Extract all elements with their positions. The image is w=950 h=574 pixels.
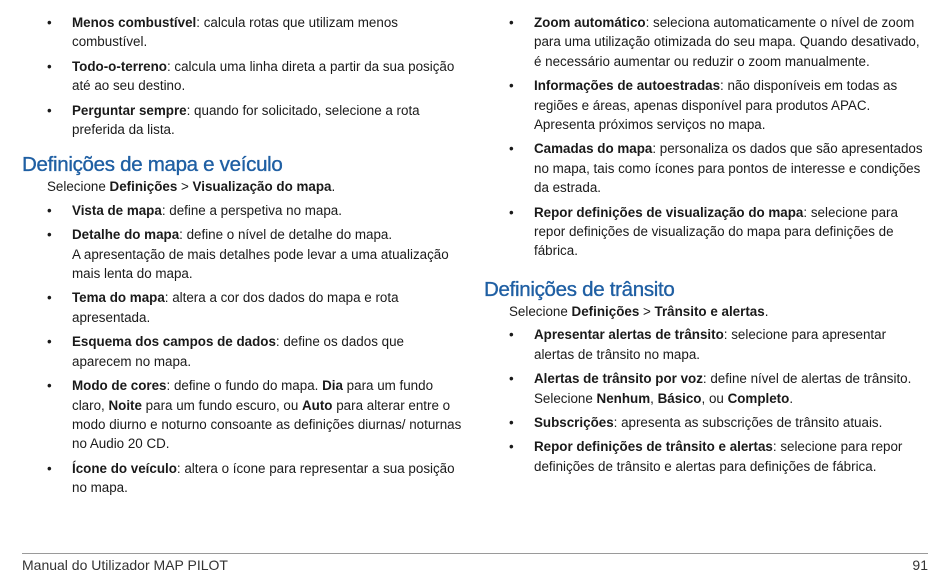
manual-title: Manual do Utilizador MAP PILOT: [22, 557, 228, 573]
item-term: Menos combustível: [72, 15, 197, 30]
bullet-icon: •: [47, 378, 52, 394]
bullet-icon: •: [47, 15, 52, 30]
bullet-icon: •: [509, 141, 514, 157]
item-description: para um fundo escuro, ou: [141, 397, 302, 413]
list-item: [22, 459, 462, 498]
item-term: Vista de mapa: [72, 202, 162, 218]
bullet-icon: •: [47, 460, 52, 476]
item-description: : apresenta as subscrições de trânsito atuais.: [613, 414, 883, 430]
list-item: [22, 57, 462, 96]
bullet-icon: •: [509, 327, 514, 343]
intro-menu-map-display: Visualização do mapa: [192, 179, 332, 195]
item-term: Apresentar alertas de trânsito: [534, 327, 724, 343]
list-item: [484, 413, 928, 432]
intro-suffix: .: [331, 179, 336, 195]
item-term: Detalhe do mapa: [72, 227, 180, 243]
list-item: [22, 201, 462, 220]
item-term: Informações de autoestradas: [534, 78, 721, 94]
section-heading-traffic: Definições de trânsito: [484, 277, 675, 301]
item-term: Subscrições: [534, 414, 614, 430]
option-auto: Auto: [302, 397, 333, 413]
item-description: : calcula uma linha direta a partir da sua posição até ao seu destino.: [72, 58, 455, 94]
item-description: : seleciona automaticamente o nível de zoom para uma utilização otimizada do seu mapa. Quando desativado, é necessário aumentar ou reduzir o zoom manualmente.: [534, 15, 920, 69]
bullet-icon: •: [47, 202, 52, 218]
item-term: Ícone do veículo: [72, 460, 177, 476]
list-item: [22, 332, 462, 371]
bullet-icon: •: [509, 78, 514, 94]
page-footer: [22, 553, 928, 573]
item-term: Repor definições de visualização do mapa: [534, 204, 804, 220]
list-item: [484, 13, 928, 71]
item-description: para alterar entre o modo diurno e noturno consoante as definições diurnas/ noturnas no Audio 20 CD.: [72, 397, 462, 452]
right-column: [484, 13, 928, 481]
bullet-icon: •: [509, 414, 514, 430]
option-day: Dia: [322, 378, 343, 394]
item-description: : define os dados que aparecem no mapa.: [72, 334, 404, 369]
item-description: para um fundo claro,: [72, 378, 434, 413]
option-none: Nenhum: [596, 390, 651, 406]
bullet-icon: •: [47, 102, 52, 118]
list-item: [484, 437, 928, 476]
map-display-list: [484, 13, 928, 261]
bullet-icon: •: [509, 371, 514, 387]
item-term: Zoom automático: [534, 15, 646, 30]
item-term: Camadas do mapa: [534, 141, 653, 157]
item-description: : quando for solicitado, selecione a rota preferida da lista.: [72, 102, 420, 138]
item-term: Repor definições de trânsito e alertas: [534, 439, 773, 455]
item-description: : define o nível de detalhe do mapa.: [179, 227, 393, 243]
list-item: [484, 325, 928, 364]
item-term: Alertas de trânsito por voz: [534, 371, 703, 387]
item-description: : define nível de alertas de trânsito. Selecione: [534, 371, 912, 406]
item-description-note: A apresentação de mais detalhes pode levar a uma atualização mais lenta do mapa.: [72, 246, 449, 282]
fuel-options-list: [22, 13, 462, 139]
item-description: .: [789, 390, 794, 406]
intro-menu-traffic-alerts: Trânsito e alertas: [654, 303, 765, 319]
item-description: : selecione para apresentar alertas de trânsito no mapa.: [534, 327, 887, 362]
item-description: : define o fundo do mapa.: [166, 378, 323, 394]
intro-menu-settings: Definições: [571, 303, 640, 319]
bullet-icon: •: [47, 290, 52, 306]
intro-menu-settings: Definições: [109, 179, 178, 195]
section-intro: [484, 302, 928, 321]
map-settings-list: [22, 201, 462, 498]
list-item: [22, 101, 462, 140]
intro-separator: >: [177, 179, 193, 195]
intro-suffix: .: [764, 303, 769, 319]
traffic-settings-list: [484, 325, 928, 476]
bullet-icon: •: [47, 58, 52, 74]
item-description: : personaliza os dados que são apresentados no mapa, tais como ícones para pontos de interesse e condições da estrada.: [534, 141, 923, 196]
option-basic: Básico: [657, 390, 702, 406]
bullet-icon: •: [47, 334, 52, 350]
item-term: Perguntar sempre: [72, 102, 187, 118]
section-heading-map-vehicle: Definições de mapa e veículo: [22, 153, 283, 177]
list-item: [484, 76, 928, 134]
left-column: [22, 13, 462, 503]
page-number: 91: [912, 557, 928, 573]
list-item: [22, 225, 462, 283]
item-description: : selecione para repor definições de visualização do mapa para definições de fábrica.: [534, 204, 898, 259]
list-item: [484, 139, 928, 197]
bullet-icon: •: [47, 227, 52, 243]
item-term: Modo de cores: [72, 378, 167, 394]
list-item: [484, 203, 928, 261]
item-description: , ou: [701, 390, 728, 406]
bullet-icon: •: [509, 439, 514, 455]
list-item: [22, 13, 462, 52]
item-description: : selecione para repor definições de trânsito e alertas para definições de fábrica.: [534, 439, 903, 474]
list-item: [22, 376, 462, 454]
bullet-icon: •: [509, 15, 514, 30]
bullet-icon: •: [509, 204, 514, 220]
list-item: [484, 369, 928, 408]
item-description: : altera o ícone para representar a sua posição no mapa.: [72, 460, 455, 496]
option-complete: Completo: [727, 390, 790, 406]
item-description: : define a perspetiva no mapa.: [161, 202, 342, 218]
intro-prefix: Selecione: [509, 303, 572, 319]
item-description: : altera a cor dos dados do mapa e rota apresentada.: [72, 290, 399, 325]
intro-separator: >: [639, 303, 655, 319]
item-term: Tema do mapa: [72, 290, 165, 306]
item-term: Esquema dos campos de dados: [72, 334, 276, 350]
list-item: [22, 288, 462, 327]
option-night: Noite: [108, 397, 142, 413]
item-term: Todo-o-terreno: [72, 58, 167, 74]
intro-prefix: Selecione: [47, 179, 110, 195]
item-description: : calcula rotas que utilizam menos combustível.: [72, 15, 398, 50]
item-description: : não disponíveis em todas as regiões e áreas, apenas disponível para produtos APAC. Apresenta próximos serviços no mapa.: [534, 78, 898, 133]
item-description: ,: [650, 390, 658, 406]
section-intro: [22, 177, 462, 196]
